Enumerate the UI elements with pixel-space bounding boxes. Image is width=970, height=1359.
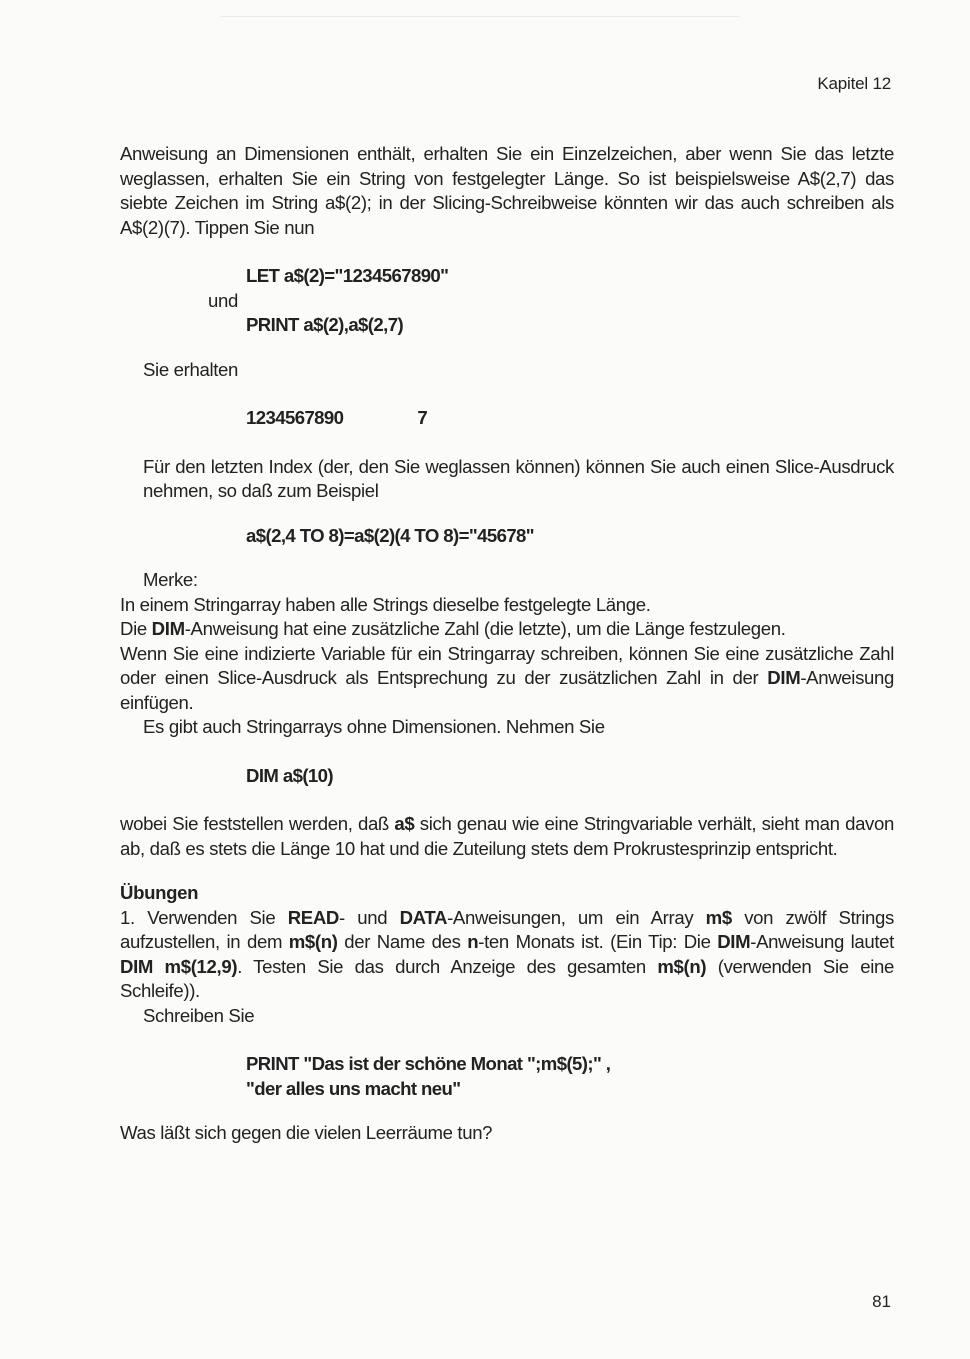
code-let: LET a$(2)="1234567890"	[246, 265, 449, 286]
merke-line-1: In einem Stringarray haben alle Strings dieselbe festgelegte Länge.	[120, 593, 651, 615]
sie-erhalten: Sie erhalten	[143, 358, 239, 380]
page-number: 81	[872, 1292, 891, 1311]
scan-fold-line	[220, 16, 740, 17]
exercise-1: 1. Verwenden Sie READ- und DATA-Anweisungen, um ein Array m$ von zwölf Strings aufzustellen, in dem m$(n) der Name des n-ten Monats ist. (Ein Tip: Die DIM-Anweisung lautet DIM m$(12,9). Testen Sie das durch Anzeige des gesamten m$(n) (verwenden Sie eine Schleife)).	[120, 906, 894, 1001]
page-body	[120, 142, 894, 1146]
output-line	[120, 406, 894, 431]
chapter-header: Kapitel 12	[817, 74, 891, 93]
merke-label: Merke:	[143, 569, 198, 590]
schreiben-sie: Schreiben Sie	[143, 1004, 255, 1026]
code-slice: a$(2,4 TO 8)=a$(2)(4 TO 8)="45678"	[246, 524, 535, 546]
paragraph-intro: Anweisung an Dimensionen enthält, erhalten Sie ein Einzelzeichen, aber wenn Sie das letzte weglassen, erhalten Sie ein String von festgelegter Länge. So ist beispielsweise A$(2,7) das siebte Zeichen im String a$(2); in der Slicing-Schreibweise könnten wir das auch schreiben als A$(2)(7). Tippen Sie nun	[120, 143, 894, 238]
uebungen-heading: Übungen	[120, 882, 199, 903]
output-char: 7	[417, 407, 428, 428]
question-text: Was läßt sich gegen die vielen Leerräume tun?	[120, 1122, 493, 1143]
code-print-monat-1: PRINT "Das ist der schöne Monat ";m$(5);" ,	[246, 1053, 611, 1074]
output-string: 1234567890	[246, 407, 344, 428]
paragraph-prokrustes: wobei Sie feststellen werden, daß a$ sich genau wie eine Stringvariable verhält, sieht man davon ab, daß es stets die Länge 10 hat und die Zuteilung stets dem Prokrustesprinzip entspricht.	[120, 813, 894, 859]
paragraph-slice: Für den letzten Index (der, den Sie weglassen können) können Sie auch einen Slice-Ausdruck nehmen, so daß zum Beispiel	[143, 455, 894, 501]
code-print: PRINT a$(2),a$(2,7)	[246, 314, 404, 335]
code-print-monat-2: "der alles uns macht neu"	[246, 1077, 461, 1099]
es-gibt-text: Es gibt auch Stringarrays ohne Dimensionen. Nehmen Sie	[143, 716, 605, 737]
code-dim: DIM a$(10)	[246, 764, 333, 786]
merke-line-2: Die DIM-Anweisung hat eine zusätzliche Zahl (die letzte), um die Länge festzulegen.	[120, 618, 786, 639]
und-text: und	[208, 289, 238, 311]
merke-line-3: Wenn Sie eine indizierte Variable für ein Stringarray schreiben, können Sie eine zusätzliche Zahl oder einen Slice-Ausdruck als Entsprechung zu der zusätzlichen Zahl in der DIM-Anweisung einfügen.	[120, 642, 894, 713]
